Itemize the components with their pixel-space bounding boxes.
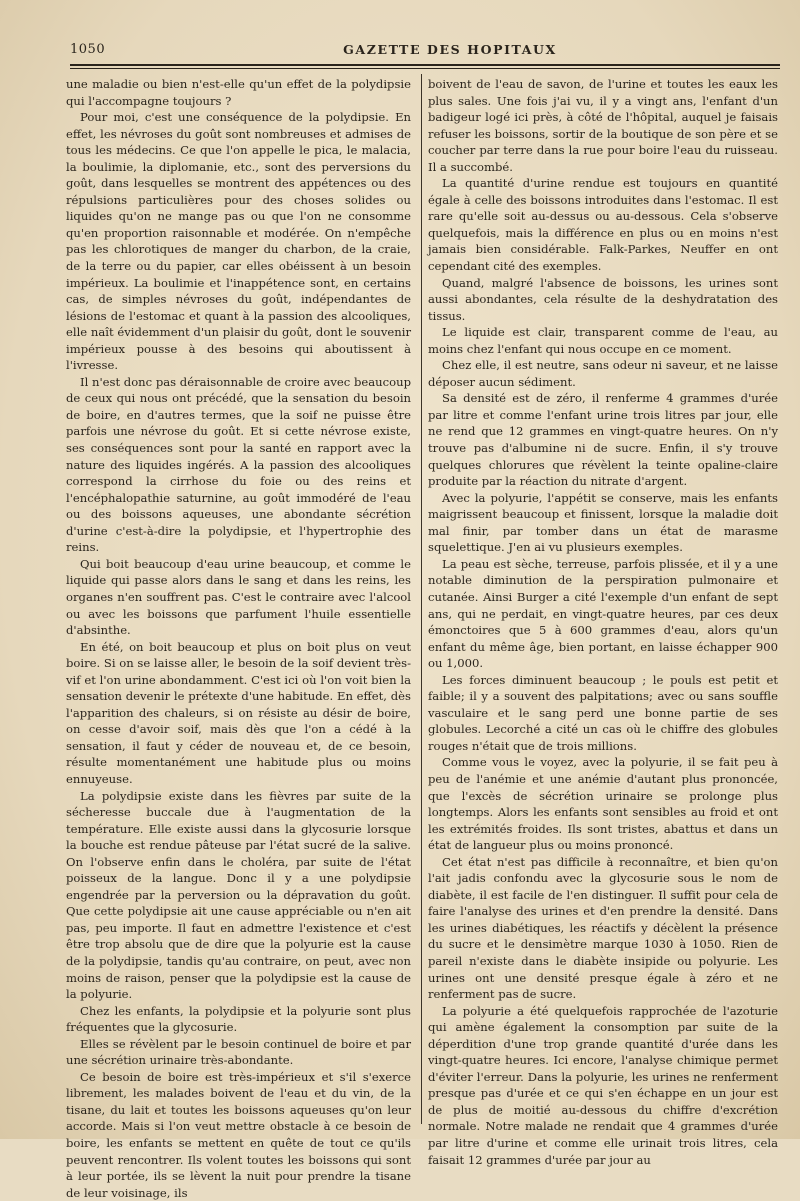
paragraph: Chez les enfants, la polydipsie et la polyurie sont plus fréquentes que la glycosurie. <box>66 1003 411 1035</box>
header-rule-thin <box>70 68 780 69</box>
page-number: 1050 <box>70 42 106 57</box>
paragraph: Sa densité est de zéro, il renferme 4 grammes d'urée par litre et comme l'enfant urine trois litres par jour, elle ne rend que 12 grammes en vingt-quatre heures. On n'y trouve pas d'albumine ni de sucre. Enfin, il s'y trouve quelques chlorures que révèlent la teinte opaline-claire produite par la réaction du nitrate d'argent. <box>428 391 778 489</box>
paragraph: La quantité d'urine rendue est toujours en quantité égale à celle des boissons introduites dans l'estomac. Il est rare qu'elle soit au-dessus ou au-dessous. Cela s'observe quelquefois, mais la différence en plus ou en moins n'est jamais bien considérable. Falk-Parkes, Neuffer en ont cependant cité des exemples. <box>428 176 778 274</box>
paragraph: Avec la polyurie, l'appétit se conserve, mais les enfants maigrissent beaucoup et finissent, lorsque la maladie doit mal finir, par tomber dans un état de marasme squelettique. J'en ai vu plusieurs exemples. <box>428 490 778 555</box>
paragraph: La polydipsie existe dans les fièvres par suite de la sécheresse buccale due à l'augmentation de la température. Elle existe aussi dans la glycosurie lorsque la bouche est rendue pâteuse par l'état sucré de la salive. On l'observe enfin dans le choléra, par suite de l'état poisseux de la langue. Donc il y a une polydipsie engendrée par la perversion ou la dépravation du goût. Que cette polydipsie ait une cause appréciable ou n'en ait pas, peu importe. Il faut en admettre l'existence et c'est être trop absolu que de dire que la polyurie est la cause de la polydipsie, tandis qu'au contraire, on peut, avec non moins de raison, penser que la polydipsie est la cause de la polyurie. <box>66 788 411 1002</box>
paragraph: Ce besoin de boire est très-impérieux et s'il s'exerce librement, les malades boivent de l'eau et du vin, de la tisane, du lait et toutes les boissons aqueuses qu'on leur accorde. Mais si l'on veut mettre obstacle à ce besoin de boire, les enfants se mettent en quête de tout ce qu'ils peuvent rencontrer. Ils volent toutes les boissons qui sont à leur portée, ils se lèvent la nuit pour prendre la tisane de leur voisinage, ils <box>66 1069 411 1200</box>
paragraph: Les forces diminuent beaucoup ; le pouls est petit et faible; il y a souvent des palpitations; avec ou sans souffle vasculaire et le sang perd une bonne partie de ses globules. Lecorché a cité un cas où le chiffre des globules rouges n'était que de trois millions. <box>428 672 778 753</box>
paragraph: Chez elle, il est neutre, sans odeur ni saveur, et ne laisse déposer aucun sédiment. <box>428 358 778 389</box>
paragraph: Le liquide est clair, transparent comme de l'eau, au moins chez l'enfant qui nous occupe en ce moment. <box>428 325 778 356</box>
paragraph: Elles se révèlent par le besoin continuel de boire et par une sécrétion urinaire très-abondante. <box>66 1036 411 1068</box>
paragraph: Il n'est donc pas déraisonnable de croire avec beaucoup de ceux qui nous ont précédé, que la sensation du besoin de boire, en d'autres termes, que la soif ne puisse être parfois une névrose du goût. Et si cette névrose existe, ses conséquences sont pour la santé en rapport avec la nature des liquides ingérés. A la passion des alcooliques correspond la cirrhose du foie ou des reins et l'encéphalopathie saturnine, au goût immodéré de l'eau ou des boissons aqueuses, une abondante sécrétion d'urine c'est-à-dire la polydipsie, et l'hypertrophie des reins. <box>66 374 411 555</box>
paragraph: Cet état n'est pas difficile à reconnaître, et bien qu'on l'ait jadis confondu avec la glycosurie sous le nom de diabète, il est facile de l'en distinguer. Il suffit pour cela de faire l'analyse des urines et d'en prendre la densité. Dans les urines diabétiques, les réactifs y décèlent la présence du sucre et le densimètre marque 1030 à 1050. Rien de pareil n'existe dans le diabète insipide ou polyurie. Les urines ont une densité presque égale à zéro et ne renferment pas de sucre. <box>428 854 778 1002</box>
paragraph: une maladie ou bien n'est-elle qu'un effet de la polydipsie qui l'accompagne toujours ? <box>66 77 411 108</box>
paragraph: Pour moi, c'est une conséquence de la polydipsie. En effet, les névroses du goût sont nombreuses et admises de tous les médecins. Ce que l'on appelle le pica, le malacia, la boulimie, la diplomanie, etc., sont des perversions du goût, dans lesquelles se montrent des appétences ou des répulsions particulières pour des choses solides ou liquides qu'on ne mange pas ou que l'on ne consomme qu'en proportion raisonnable et modérée. On n'empêche pas les chlorotiques de manger du charbon, de la craie, de la terre ou du papier, car elles obéissent à un besoin impérieux. La boulimie et l'inappétence sont, en certains cas, de simples névroses du goût, indépendantes de lésions de l'estomac et quant à la passion des alcooliques, elle naît évidemment d'un plaisir du goût, dont le souvenir impérieux pousse à des besoins qui aboutissent à l'ivresse. <box>66 110 411 373</box>
paragraph: Qui boit beaucoup d'eau urine beaucoup, et comme le liquide qui passe alors dans le sang et dans les reins, les organes n'en souffrent pas. C'est le contraire avec l'alcool ou avec les boissons que parfument l'huile essentielle d'absinthe. <box>66 556 411 638</box>
paragraph: En été, on boit beaucoup et plus on boit plus on veut boire. Si on se laisse aller, le besoin de la soif devient très-vif et l'on urine abondamment. C'est ici où l'on voit bien la sensation devenir le prétexte d'une habitude. En effet, dès l'apparition des chaleurs, si on résiste au désir de boire, on cesse d'avoir soif, mais dès que l'on a cédé à la sensation, il faut y céder de nouveau et, de ce besoin, résulte momentanément une habitude plus ou moins ennuyeuse. <box>66 639 411 786</box>
paragraph: Quand, malgré l'absence de boissons, les urines sont aussi abondantes, cela résulte de la deshydratation des tissus. <box>428 275 778 323</box>
header-rule-thick <box>70 64 780 66</box>
paragraph: Comme vous le voyez, avec la polyurie, il se fait peu à peu de l'anémie et une anémie d'autant plus prononcée, que l'excès de sécrétion urinaire se prolonge plus longtemps. Alors les enfants sont sensibles au froid et ont les extrémités froides. Ils sont tristes, abattus et dans un état de langueur plus ou moins prononcé. <box>428 755 778 853</box>
column-divider <box>421 74 422 1124</box>
right-column <box>428 76 778 1168</box>
journal-title: GAZETTE DES HOPITAUX <box>343 42 557 57</box>
page-header <box>70 38 780 60</box>
paragraph: La peau est sèche, terreuse, parfois plissée, et il y a une notable diminution de la perspiration pulmonaire et cutanée. Ainsi Burger a cité l'exemple d'un enfant de sept ans, qui ne perdait, en vingt-quatre heures, par ces deux émonctoires que 5 à 600 grammes d'eau, alors qu'un enfant du même âge, bien portant, en laisse échapper 900 ou 1,000. <box>428 556 778 671</box>
left-column <box>66 76 411 1201</box>
paragraph: La polyurie a été quelquefois rapprochée de l'azoturie qui amène également la consomption par suite de la déperdition d'une trop grande quantité d'urée dans les vingt-quatre heures. Ici encore, l'analyse chimique permet d'éviter l'erreur. Dans la polyurie, les urines ne renferment presque pas d'urée et ce qui s'en échappe en un jour est de plus de moitié au-dessous du chiffre d'excrétion normale. Notre malade ne rendait que 4 grammes d'urée par litre d'urine et comme elle urinait trois litres, cela faisait 12 grammes d'urée par jour au <box>428 1003 778 1167</box>
paragraph: boivent de l'eau de savon, de l'urine et toutes les eaux les plus sales. Une fois j'ai vu, il y a vingt ans, l'enfant d'un badigeur logé ici près, à côté de l'hôpital, auquel je faisais refuser les boissons, sortir de la boutique de son père et se coucher par terre dans la rue pour boire l'eau du ruisseau. Il a succombé. <box>428 77 778 174</box>
